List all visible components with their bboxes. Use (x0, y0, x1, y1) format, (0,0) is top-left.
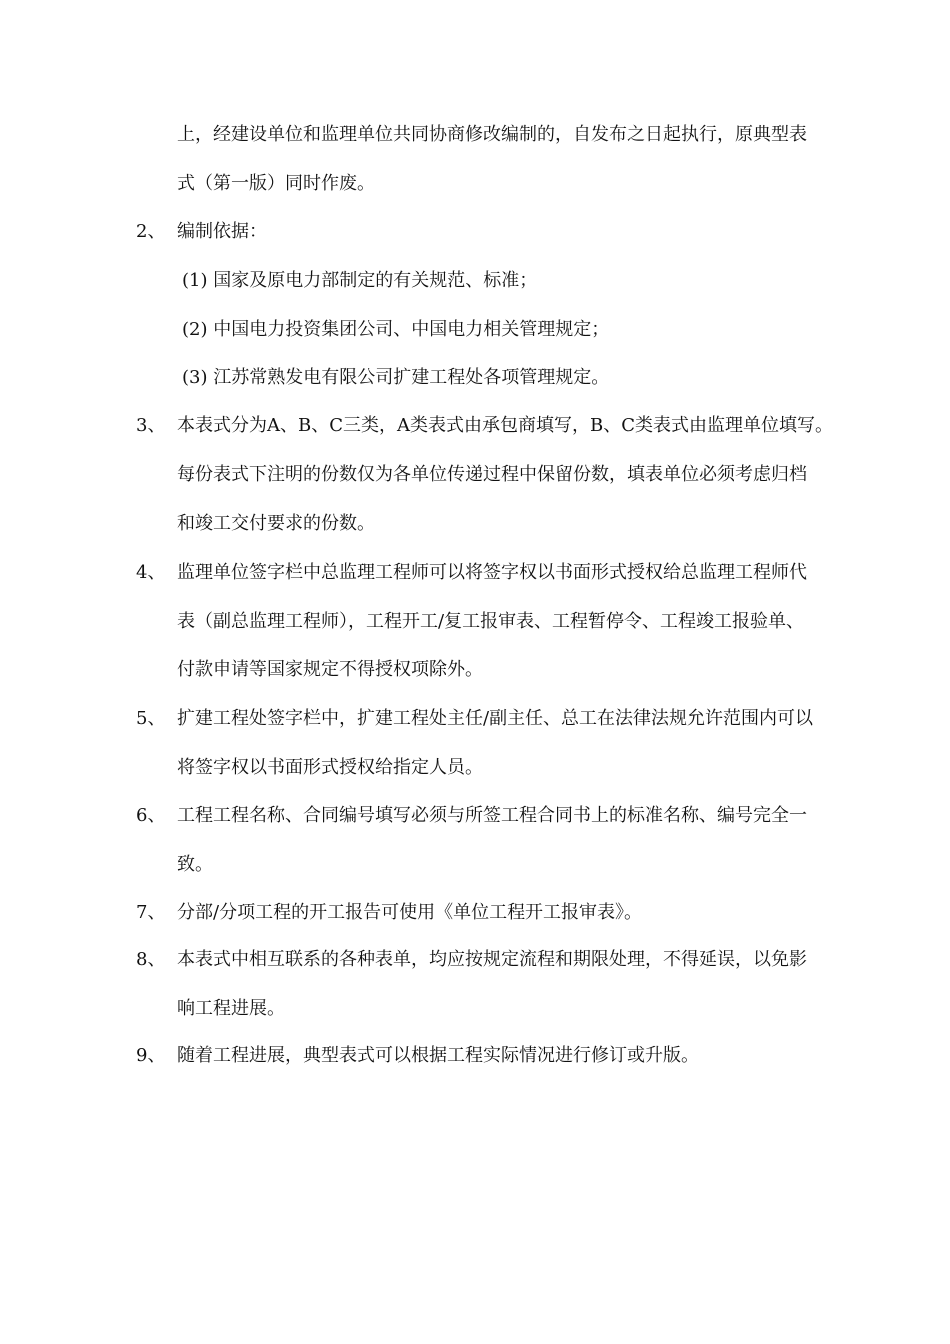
item-9-line-1: 随着工程进展，典型表式可以根据工程实际情况进行修订或升版。 (177, 1045, 699, 1066)
item-6-line-2: 致。 (177, 854, 213, 875)
item-number-9: 9、 (136, 1045, 166, 1066)
continuation-line-2: 式（第一版）同时作废。 (177, 173, 375, 194)
item-2-line-1: 编制依据： (177, 221, 267, 242)
item-number-5: 5、 (136, 708, 166, 729)
item-number-7: 7、 (136, 902, 166, 923)
item-number-6: 6、 (136, 805, 166, 826)
item-2-subitem-3: (3) 江苏常熟发电有限公司扩建工程处各项管理规定。 (182, 367, 610, 388)
item-4-line-3: 付款申请等国家规定不得授权项除外。 (177, 659, 483, 680)
item-8-line-2: 响工程进展。 (177, 998, 285, 1019)
item-number-4: 4、 (136, 562, 166, 583)
item-3-line-3: 和竣工交付要求的份数。 (177, 513, 375, 534)
item-number-2: 2、 (136, 221, 166, 242)
item-number-3: 3、 (136, 415, 166, 436)
item-2-subitem-1: (1) 国家及原电力部制定的有关规范、标准； (182, 270, 538, 291)
item-6-line-1: 工程工程名称、合同编号填写必须与所签工程合同书上的标准名称、编号完全一 (177, 805, 807, 826)
item-2-subitem-2: (2) 中国电力投资集团公司、中国电力相关管理规定； (182, 319, 610, 340)
item-4-line-2: 表（副总监理工程师），工程开工/复工报审表、工程暂停令、工程竣工报验单、 (177, 611, 805, 632)
item-5-line-1: 扩建工程处签字栏中，扩建工程处主任/副主任、总工在法律法规允许范围内可以 (177, 708, 814, 729)
item-5-line-2: 将签字权以书面形式授权给指定人员。 (177, 757, 483, 778)
item-3-line-1: 本表式分为A、B、C三类，A类表式由承包商填写，B、C类表式由监理单位填写。 (177, 415, 833, 436)
item-7-line-1: 分部/分项工程的开工报告可使用《单位工程开工报审表》。 (177, 902, 643, 923)
item-8-line-1: 本表式中相互联系的各种表单，均应按规定流程和期限处理，不得延误，以免影 (177, 949, 807, 970)
item-3-line-2: 每份表式下注明的份数仅为各单位传递过程中保留份数，填表单位必须考虑归档 (177, 464, 807, 485)
item-4-line-1: 监理单位签字栏中总监理工程师可以将签字权以书面形式授权给总监理工程师代 (177, 562, 807, 583)
item-number-8: 8、 (136, 949, 166, 970)
continuation-line-1: 上，经建设单位和监理单位共同协商修改编制的，自发布之日起执行，原典型表 (177, 124, 807, 145)
